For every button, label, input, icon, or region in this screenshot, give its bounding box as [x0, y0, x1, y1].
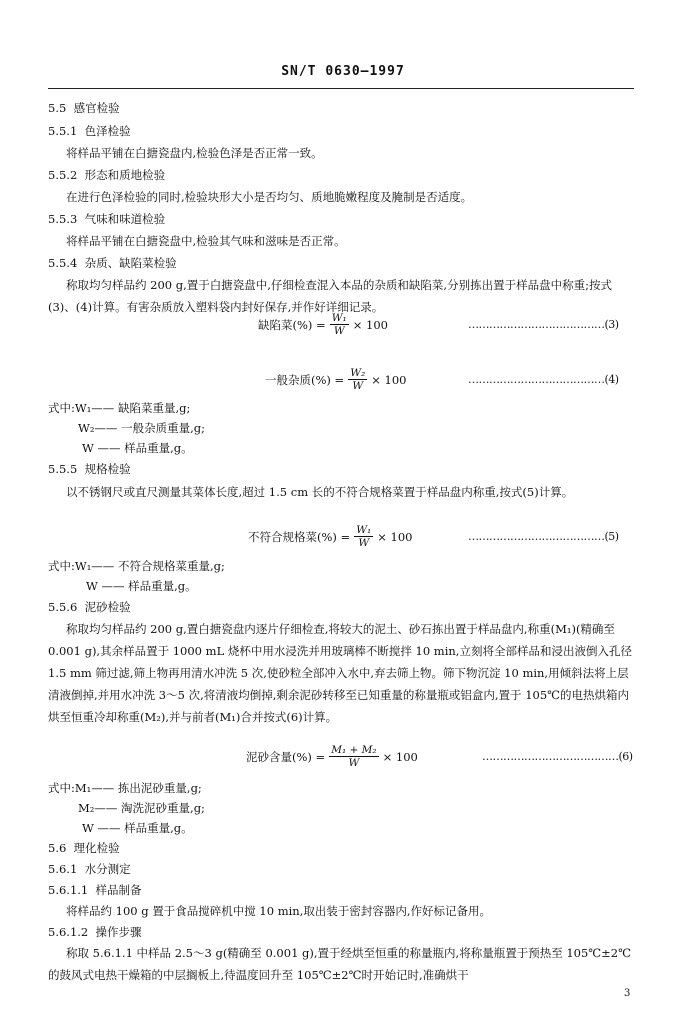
fraction-denominator: W [358, 537, 370, 549]
section-number: 5.5.2 [48, 168, 78, 182]
definition-line: 式中:M₁—— 拣出泥砂重量,g; [48, 781, 202, 795]
section-title: 杂质、缺陷菜检验 [84, 256, 177, 270]
formula-rhs: × 100 [352, 317, 388, 332]
fraction-numerator: W₁ [356, 524, 372, 536]
definition-line: W₂—— 一般杂质重量,g; [78, 421, 205, 435]
fraction-denominator: W [333, 325, 345, 337]
equation-number-4: …………………………………(4) [468, 373, 619, 386]
section-5-5-6-heading [48, 599, 131, 615]
section-title: 泥砂检验 [84, 600, 131, 614]
section-title: 色泽检验 [84, 124, 131, 138]
formula-rhs: × 100 [371, 372, 407, 387]
formula-lhs: 缺陷菜(%) = [258, 317, 326, 332]
section-number: 5.5.6 [48, 600, 78, 614]
section-title: 水分测定 [84, 862, 131, 876]
section-number: 5.6.1.1 [48, 883, 89, 897]
section-number: 5.5.4 [48, 256, 78, 270]
fraction-numerator: M₁ + M₂ [331, 744, 377, 756]
definition-line: 式中:W₁—— 不符合规格菜重量,g; [48, 559, 225, 573]
section-5-5-4-heading [48, 255, 177, 271]
section-title: 气味和味道检验 [84, 212, 166, 226]
section-5-6-1-2-heading [48, 924, 142, 940]
fraction-numerator: W₁ [331, 312, 347, 324]
formula-6 [246, 744, 418, 769]
section-5-5-4-body: 称取均匀样品约 200 g,置于白搪瓷盘中,仔细检查混入本品的杂质和缺陷菜,分别拣出置于样品盘中称重;按式(3)、(4)计算。有害杂质放入塑料袋内封好保存,并作好详细记录。 [48, 278, 612, 314]
definition-line: W —— 样品重量,g。 [82, 441, 193, 455]
formula-rhs: × 100 [382, 749, 418, 764]
section-5-5-6-body: 称取均匀样品约 200 g,置白搪瓷盘内逐片仔细检查,将较大的泥土、砂石拣出置于样品盘内,称重(M₁)(精确至 0.001 g),其余样品置于 1000 mL 烧杯中用水浸洗并用玻璃棒不断搅拌 10 min,立刻将全部样品和浸出液倒入孔径 1.5 mm 筛过滤,筛上物再用清水冲洗 5 次,使砂粒全部冲入水中,弃去筛上物。筛下物沉淀 10 min,用倾斜法将上层清液倒掉,并用水冲洗 3～5 次,将清液均倒掉,剩余泥砂转移至已知重量的称量瓶或铝盒内,置于 105℃的电热烘箱内烘至恒重冷却称重(M₂),并与前者(M₁)合并按式(6)计算。 [48, 622, 632, 724]
section-number: 5.5.1 [48, 124, 78, 138]
section-5-5-2-heading [48, 167, 165, 183]
section-5-6-1-1-heading [48, 882, 142, 898]
section-5-6-1-1-body: 将样品约 100 g 置于食品搅碎机中搅 10 min,取出装于密封容器内,作好标记备用。 [66, 904, 492, 918]
section-title: 形态和质地检验 [84, 168, 166, 182]
section-5-5-5-body: 以不锈钢尺或直尺测量其菜体长度,超过 1.5 cm 长的不符合规格菜置于样品盘内称重,按式(5)计算。 [66, 485, 574, 499]
formula-fraction [329, 744, 378, 769]
document-header: SN/T 0630—1997 [281, 64, 405, 79]
section-5-5-heading [48, 100, 120, 116]
section-title: 理化检验 [73, 841, 120, 855]
section-5-5-3-body: 将样品平铺在白搪瓷盘中,检验其气味和滋味是否正常。 [66, 234, 346, 248]
equation-number-6: …………………………………(6) [482, 750, 633, 763]
equation-number-5: …………………………………(5) [468, 530, 619, 543]
section-5-5-1-body: 将样品平铺在白搪瓷盘内,检验色泽是否正常一致。 [66, 146, 323, 160]
formula-4 [265, 367, 406, 392]
equation-number-3: …………………………………(3) [468, 318, 619, 331]
formula-rhs: × 100 [377, 529, 413, 544]
formula-5 [248, 524, 412, 549]
section-5-6-1-2-body: 称取 5.6.1.1 中样品 2.5～3 g(精确至 0.001 g),置于经烘至恒重的称量瓶内,将称量瓶置于预热至 105℃±2℃的鼓风式电热干燥箱的中层搁板上,待温度回升至 105℃±2℃时开始记时,准确烘干 [48, 946, 631, 982]
section-title: 操作步骤 [95, 925, 142, 939]
section-number: 5.5.3 [48, 212, 78, 226]
formula-fraction [354, 524, 373, 549]
section-number: 5.5.5 [48, 462, 78, 476]
fraction-denominator: W [348, 757, 360, 769]
section-number: 5.6.1.2 [48, 925, 89, 939]
section-number: 5.6 [48, 841, 67, 855]
formula-3 [258, 312, 388, 337]
section-number: 5.5 [48, 101, 67, 115]
section-5-5-1-heading [48, 123, 131, 139]
definition-line: W —— 样品重量,g。 [86, 579, 197, 593]
section-5-6-heading [48, 840, 120, 856]
section-title: 规格检验 [84, 462, 131, 476]
formula-fraction [348, 367, 367, 392]
definition-line: 式中:W₁—— 缺陷菜重量,g; [48, 401, 191, 415]
definition-line: M₂—— 淘洗泥砂重量,g; [78, 801, 205, 815]
fraction-denominator: W [352, 380, 364, 392]
section-5-5-5-heading [48, 461, 131, 477]
section-5-5-2-body: 在进行色泽检验的同时,检验块形大小是否均匀、质地脆嫩程度及腌制是否适度。 [66, 190, 473, 204]
header-rule [48, 88, 634, 89]
section-5-6-1-heading [48, 861, 131, 877]
section-title: 样品制备 [95, 883, 142, 897]
section-5-5-3-heading [48, 211, 165, 227]
definition-line: W —— 样品重量,g。 [82, 821, 193, 835]
formula-lhs: 泥砂含量(%) = [246, 749, 326, 764]
fraction-numerator: W₂ [350, 367, 366, 379]
formula-lhs: 不符合规格菜(%) = [248, 529, 351, 544]
formula-fraction [330, 312, 349, 337]
page-number: 3 [624, 988, 631, 999]
formula-lhs: 一般杂质(%) = [265, 372, 345, 387]
section-title: 感官检验 [73, 101, 120, 115]
section-number: 5.6.1 [48, 862, 78, 876]
